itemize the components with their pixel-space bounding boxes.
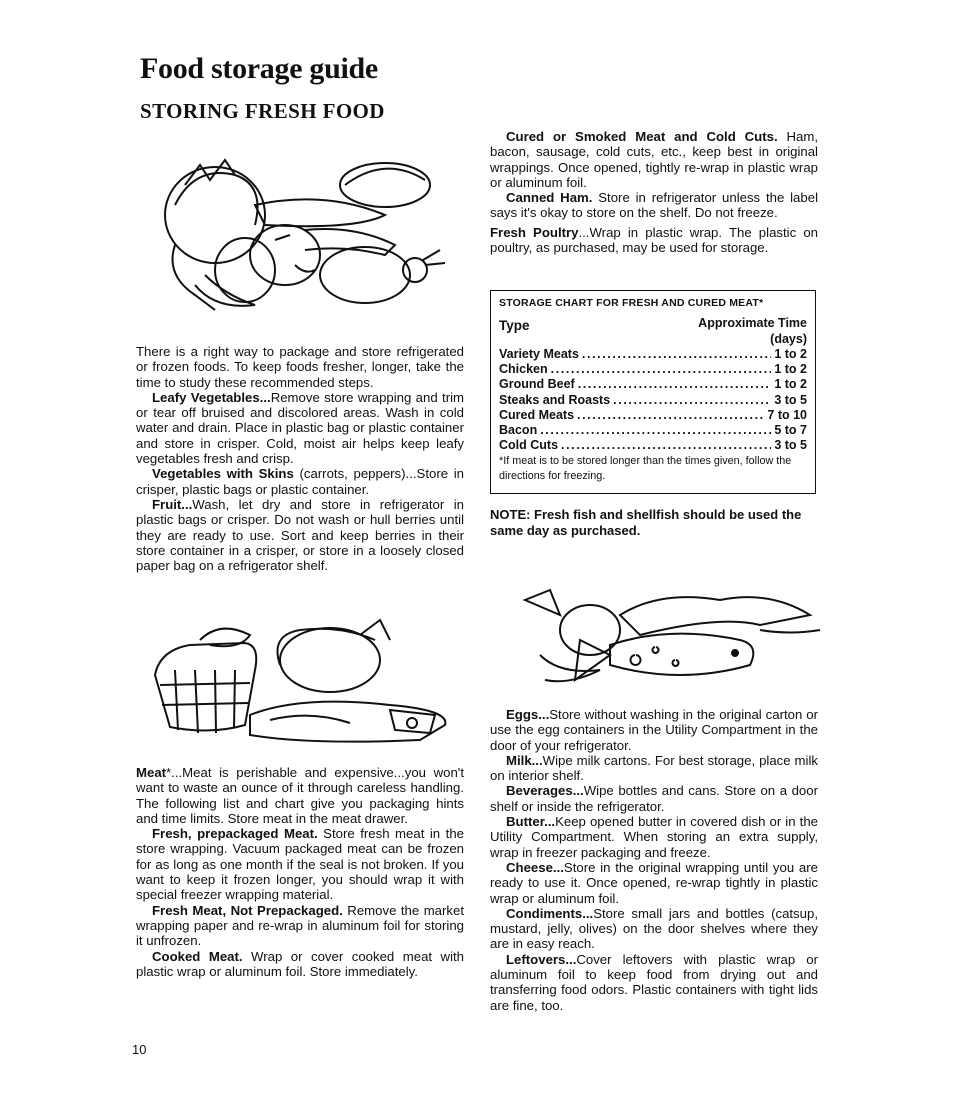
condiments-text: Store small jars and bottles (catsup, mustard, jelly, olives) on the door shelves where they are in easy reach. [490, 905, 818, 952]
row-type: Ground Beef [499, 377, 575, 392]
column-unit-label: (days) [770, 332, 807, 346]
eggs-text: Store without washing in the original carton or use the egg containers in the Utility Compartment in the door of your refrigerator. [490, 707, 818, 753]
meat-illustration [150, 615, 450, 750]
row-type: Bacon [499, 423, 538, 438]
chart-row [499, 408, 807, 423]
cooked-label: Cooked Meat. [152, 948, 243, 964]
ham-label: Canned Ham. [506, 190, 593, 206]
leftovers-paragraph [490, 952, 818, 1013]
left-column-top [136, 344, 464, 573]
condiments-label: Condiments... [506, 905, 594, 921]
eggs-label: Eggs... [506, 707, 550, 722]
row-days: 7 to 10 [767, 407, 807, 422]
beverages-paragraph [490, 783, 818, 814]
ham-text: Store in refrigerator unless the label says it's okay to store on the shelf. Do not freeze. [490, 190, 818, 221]
fish-illustration [520, 585, 830, 695]
right-column-top [490, 129, 818, 255]
fruit-text: Wash, let dry and store in refrigerator in plastic bags or crisper. Do not wash or hull berries until they are ready to use. Sort and keep berries in their store container in a crisper, or store in a loosely closed paper bag on a refrigerator shelf. [136, 496, 464, 574]
prepackaged-text: Store fresh meat in the store wrapping. Vacuum packaged meat can be frozen for as long as one month if the seal is not broken. If you want to keep it frozen longer, you should wrap it with special freezer wrapping material. [136, 826, 464, 903]
page-number: 10 [132, 1042, 147, 1057]
cooked-text: Wrap or cover cooked meat with plastic wrap or aluminum foil. Store immediately. [136, 948, 464, 979]
fish-note: NOTE: Fresh fish and shellfish should be used the same day as purchased. [490, 507, 802, 538]
beverages-text: Wipe bottles and cans. Store on a door shelf or inside the refrigerator. [490, 783, 818, 814]
leftovers-label: Leftovers... [506, 951, 577, 967]
prepackaged-paragraph [136, 826, 464, 902]
cheese-paragraph [490, 860, 818, 906]
section-title: STORING FRESH FOOD [140, 99, 385, 123]
chart-row [499, 377, 807, 392]
poultry-paragraph [490, 225, 818, 256]
cured-meat-paragraph [490, 129, 818, 190]
chart-row [499, 362, 807, 377]
left-column-bottom [136, 765, 464, 979]
row-days: 1 to 2 [774, 377, 807, 392]
meat-paragraph [136, 765, 464, 826]
page-title: Food storage guide [140, 52, 378, 85]
intro-paragraph: There is a right way to package and store refrigerated or frozen foods. To keep foods fresher, longer, take the time to study these recommended steps. [136, 344, 464, 390]
prepackaged-label: Fresh, prepackaged Meat. [152, 826, 318, 842]
row-type: Cold Cuts [499, 438, 559, 453]
condiments-paragraph [490, 906, 818, 952]
row-days: 1 to 2 [774, 362, 807, 377]
leafy-vegetables-paragraph [136, 390, 464, 466]
poultry-label: Fresh Poultry [490, 224, 579, 240]
leafy-text: Remove store wrapping and trim or tear off bruised and discolored areas. Wash in cold water and drain. Place in plastic bag or plastic container and store in crisper. Cold, moist air helps keep leafy vegetables fresh and crisp. [136, 389, 464, 467]
chart-header [499, 315, 807, 347]
eggs-paragraph [490, 707, 818, 753]
fruit-label: Fruit... [152, 496, 193, 512]
row-type: Chicken [499, 362, 548, 377]
row-days: 3 to 5 [774, 438, 807, 453]
not-prepackaged-label: Fresh Meat, Not Prepackaged. [152, 902, 343, 918]
column-time-label: Approximate Time [698, 316, 807, 330]
cured-text: Ham, bacon, sausage, cold cuts, etc., keep best in original wrappings. Once opened, tightly re-wrap in plastic wrap or aluminum foil. [490, 129, 818, 190]
cheese-label: Cheese... [506, 859, 564, 875]
row-type: Variety Meats [499, 347, 579, 361]
milk-text: Wipe milk cartons. For best storage, place milk on interior shelf. [490, 752, 818, 784]
column-time-header [698, 315, 807, 347]
row-days: 1 to 2 [774, 347, 807, 361]
meat-text: *...Meat is perishable and expensive...you won't want to waste an ounce of it through careless handling. The following list and chart give you packaging hints and time limits. Store meat in the meat drawer. [136, 765, 464, 826]
vegetables-skins-paragraph [136, 466, 464, 497]
leafy-label: Leafy Vegetables... [152, 389, 271, 405]
chart-title: STORAGE CHART FOR FRESH AND CURED MEAT* [499, 297, 764, 309]
butter-text: Keep opened butter in covered dish or in the Utility Compartment. When storing an extra supply, wrap in freezer packaging and freeze. [490, 814, 818, 860]
not-prepackaged-paragraph [136, 903, 464, 949]
chart-row [499, 438, 807, 453]
vegetables-illustration [155, 145, 455, 315]
chart-row [499, 393, 807, 408]
skins-text: (carrots, peppers)...Store in crisper, plastic bags or plastic container. [136, 466, 464, 497]
cheese-text: Store in the original wrapping until you are ready to use it. Once opened, re-wrap tightly in plastic wrap or aluminum foil. [490, 859, 818, 906]
row-type: Steaks and Roasts [499, 392, 611, 407]
storage-chart [490, 290, 816, 494]
chart-footnote: *If meat is to be stored longer than the times given, follow the directions for freezing. [499, 455, 792, 483]
beverages-label: Beverages... [506, 783, 584, 799]
row-type: Cured Meats [499, 407, 575, 422]
right-column-bottom [490, 707, 818, 1013]
fruit-paragraph [136, 497, 464, 573]
poultry-text: ...Wrap in plastic wrap. The plastic on poultry, as purchased, may be used for storage. [490, 224, 818, 256]
butter-label: Butter... [506, 814, 556, 830]
meat-label: Meat [136, 765, 167, 780]
column-type-header: Type [499, 318, 530, 333]
chart-row [499, 347, 807, 362]
chart-row [499, 423, 807, 438]
row-days: 5 to 7 [774, 423, 807, 438]
milk-paragraph [490, 753, 818, 784]
row-days: 3 to 5 [774, 392, 807, 407]
milk-label: Milk... [506, 752, 543, 768]
butter-paragraph [490, 814, 818, 860]
cured-label: Cured or Smoked Meat and Cold Cuts. [506, 129, 778, 144]
leftovers-text: Cover leftovers with plastic wrap or aluminum foil to keep food from drying out and transferring food odors. Plastic containers with tight lids are fine, too. [490, 951, 818, 1013]
not-prepackaged-text: Remove the market wrapping paper and re-wrap in aluminum foil for storing it unfrozen. [136, 902, 464, 949]
cooked-meat-paragraph [136, 949, 464, 980]
canned-ham-paragraph [490, 190, 818, 221]
skins-label: Vegetables with Skins [152, 466, 294, 482]
